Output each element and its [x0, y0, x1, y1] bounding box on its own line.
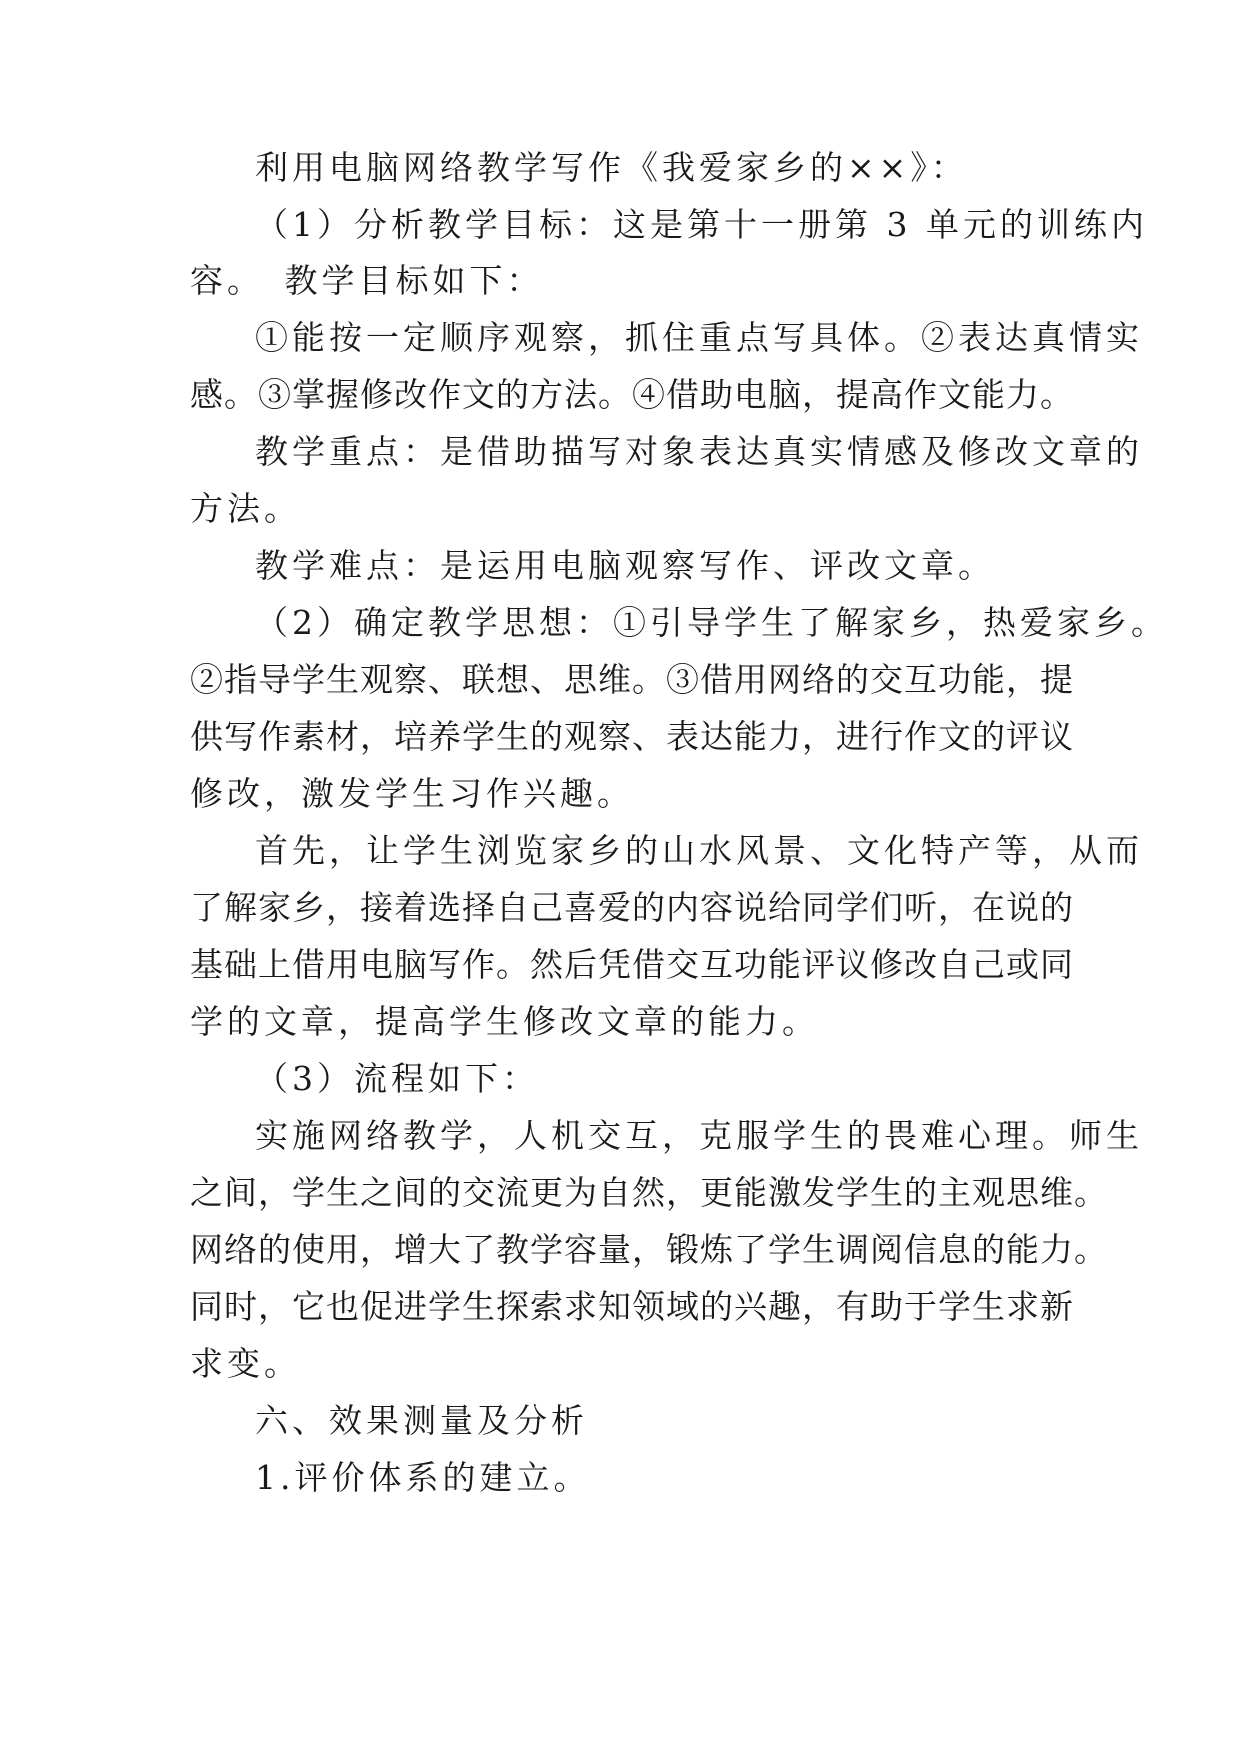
paragraph-line: 网络的使用，增大了教学容量，锻炼了学生调阅信息的能力。: [190, 1230, 1108, 1269]
paragraph-line: ①能按一定顺序观察，抓住重点写具体。②表达真情实: [255, 318, 1143, 357]
paragraph-line: （1）分析教学目标：这是第十一册第 3 单元的训练内: [255, 205, 1148, 244]
paragraph-line: 首先，让学生浏览家乡的山水风景、文化特产等，从而: [255, 831, 1143, 870]
paragraph-line: （2）确定教学思想：①引导学生了解家乡，热爱家乡。: [255, 603, 1168, 642]
paragraph-line: 教学重点：是借助描写对象表达真实情感及修改文章的: [255, 432, 1143, 471]
paragraph-line: 方法。: [190, 489, 301, 528]
paragraph-line: 感。③掌握修改作文的方法。④借助电脑，提高作文能力。: [190, 375, 1074, 414]
paragraph-line: 供写作素材，培养学生的观察、表达能力，进行作文的评议: [190, 717, 1074, 756]
paragraph-line: ②指导学生观察、联想、思维。③借用网络的交互功能，提: [190, 660, 1074, 699]
paragraph-line: 教学难点：是运用电脑观察写作、评改文章。: [255, 546, 995, 585]
paragraph-line: 实施网络教学，人机交互，克服学生的畏难心理。师生: [255, 1116, 1143, 1155]
subsection-heading: 1.评价体系的建立。: [255, 1458, 591, 1497]
paragraph-line: 求变。: [190, 1344, 301, 1383]
paragraph-line: 学的文章，提高学生修改文章的能力。: [190, 1002, 819, 1041]
paragraph-line: 修改，激发学生习作兴趣。: [190, 774, 634, 813]
paragraph-line: 同时，它也促进学生探索求知领域的兴趣，有助于学生求新: [190, 1287, 1074, 1326]
paragraph-line: 之间，学生之间的交流更为自然，更能激发学生的主观思维。: [190, 1173, 1108, 1212]
paragraph-line: （3）流程如下：: [255, 1059, 539, 1098]
paragraph-line: 了解家乡，接着选择自己喜爱的内容说给同学们听，在说的: [190, 888, 1074, 927]
paragraph-line: 利用电脑网络教学写作《我爱家乡的××》：: [255, 148, 968, 187]
section-heading: 六、效果测量及分析: [255, 1401, 588, 1440]
paragraph-line: 基础上借用电脑写作。然后凭借交互功能评议修改自己或同: [190, 945, 1074, 984]
paragraph-line: 容。 教学目标如下：: [190, 261, 544, 300]
